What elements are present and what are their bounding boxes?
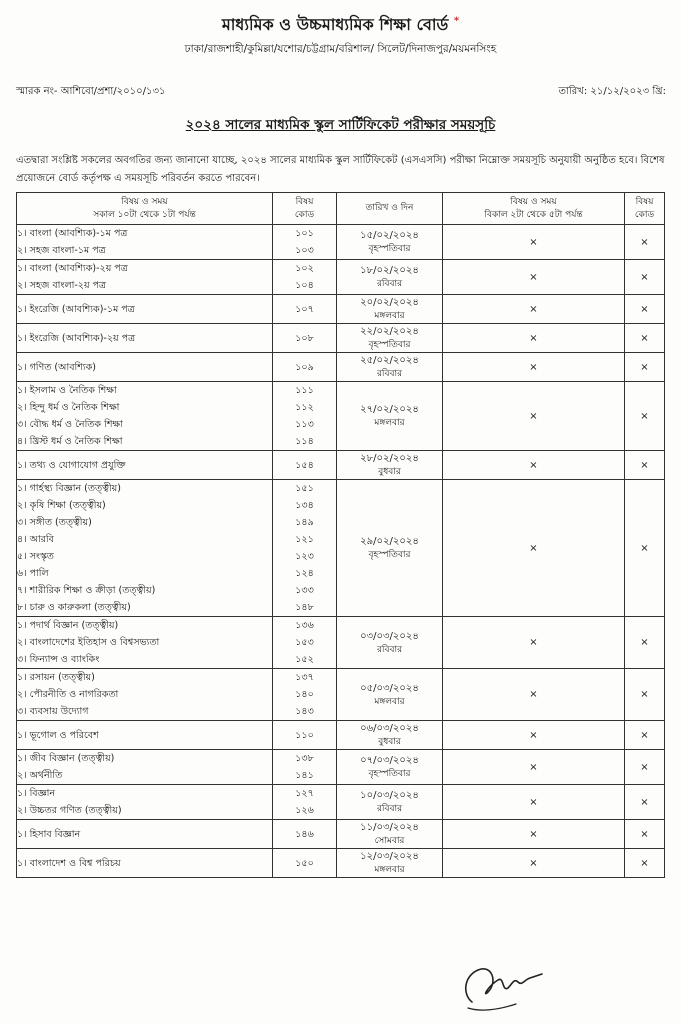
subject-name: ১। গার্হস্থ্য বিজ্ঞান (তত্ত্বীয়) bbox=[17, 483, 121, 494]
page-title: ২০২৪ সালের মাধ্যমিক স্কুল সার্টিফিকেট পরীক্ষার সময়সূচি bbox=[185, 117, 496, 133]
exam-date: ০৫/০৩/২০২৪ bbox=[360, 682, 419, 694]
code-cell bbox=[273, 820, 337, 849]
date-cell bbox=[337, 324, 443, 353]
date-cell bbox=[337, 382, 443, 451]
subject-name: ১। ইসলাম ও নৈতিক শিক্ষা bbox=[17, 385, 117, 396]
subject-cell bbox=[17, 324, 273, 353]
subject-code: ১১০ bbox=[295, 729, 314, 741]
afternoon-subject-cell: × bbox=[443, 820, 625, 849]
table-row bbox=[17, 669, 665, 721]
subject-name: ২। উচ্চতর গণিত (তত্ত্বীয়) bbox=[17, 805, 122, 816]
subject-code: ১১৪ bbox=[295, 436, 314, 447]
subject-name: ৩। বৌদ্ধ ধর্ম ও নৈতিক শিক্ষা bbox=[17, 419, 123, 430]
exam-day: বৃহস্পতিবার bbox=[368, 769, 411, 779]
afternoon-code-cell: × bbox=[625, 849, 665, 878]
table-row bbox=[17, 480, 665, 617]
code-cell bbox=[273, 382, 337, 451]
code-cell bbox=[273, 324, 337, 353]
code-cell bbox=[273, 750, 337, 785]
exam-day: বৃহস্পতিবার bbox=[368, 244, 411, 254]
exam-date: ২০/০২/২০২৪ bbox=[360, 297, 419, 308]
subject-code: ১২৩ bbox=[295, 551, 314, 562]
schedule-body bbox=[17, 225, 665, 878]
date-cell bbox=[337, 225, 443, 260]
subject-code: ১২৬ bbox=[295, 805, 314, 816]
header-afternoon-subject: বিষয় ও সময় বিকাল ২টা থেকে ৫টা পর্যন্ত bbox=[443, 193, 625, 225]
date-cell bbox=[337, 451, 443, 480]
subject-code: ১৩৮ bbox=[295, 753, 314, 764]
board-list: ঢাকা/রাজশাহী/কুমিল্লা/যশোর/চট্টগ্রাম/বরিশাল/ সিলেট/দিনাজপুর/ময়মনসিংহ bbox=[184, 43, 497, 55]
subject-name: ৬। পালি bbox=[17, 568, 49, 579]
subject-cell bbox=[17, 617, 273, 669]
subject-cell bbox=[17, 480, 273, 617]
table-row bbox=[17, 451, 665, 480]
exam-date: ০৩/০৩/২০২৪ bbox=[360, 630, 419, 642]
subject-code: ১৩৩ bbox=[295, 585, 314, 596]
subject-code: ১১১ bbox=[295, 385, 314, 396]
subject-name: ৪। খ্রিস্ট ধর্ম ও নৈতিক শিক্ষা bbox=[17, 436, 123, 447]
subject-name: ২। কৃষি শিক্ষা (তত্ত্বীয়) bbox=[17, 500, 106, 511]
table-row bbox=[17, 295, 665, 324]
subject-name: ১। ইংরেজি (আবশ্যিক)-১ম পত্র bbox=[17, 303, 135, 315]
subject-cell bbox=[17, 382, 273, 451]
table-row bbox=[17, 721, 665, 750]
afternoon-subject-cell: × bbox=[443, 750, 625, 785]
afternoon-code-cell: × bbox=[625, 353, 665, 382]
subject-cell bbox=[17, 225, 273, 260]
subject-code: ১২১ bbox=[295, 534, 314, 545]
table-row bbox=[17, 353, 665, 382]
code-cell bbox=[273, 225, 337, 260]
subject-name: ২। অর্থনীতি bbox=[17, 770, 63, 781]
exam-day: রবিবার bbox=[376, 644, 403, 655]
subject-name: ১। হিসাব বিজ্ঞান bbox=[17, 828, 81, 840]
afternoon-subject-cell: × bbox=[443, 721, 625, 750]
table-row bbox=[17, 849, 665, 878]
memo-date: তারিখ: ২১/১২/২০২৩ খ্রি: bbox=[558, 86, 666, 97]
afternoon-code-cell: × bbox=[625, 260, 665, 295]
subject-cell bbox=[17, 750, 273, 785]
afternoon-code-cell: × bbox=[625, 669, 665, 721]
header-code: বিষয় কোড bbox=[273, 193, 337, 225]
subject-code: ১০৭ bbox=[295, 303, 314, 315]
subject-name: ২। হিন্দু ধর্ম ও নৈতিক শিক্ষা bbox=[17, 402, 120, 413]
afternoon-subject-cell: × bbox=[443, 669, 625, 721]
header-morning-subject: বিষয় ও সময় সকাল ১০টা থেকে ১টা পর্যন্ত bbox=[17, 193, 273, 225]
afternoon-code-cell: × bbox=[625, 295, 665, 324]
afternoon-code-cell: × bbox=[625, 721, 665, 750]
exam-date: ০৬/০৩/২০২৪ bbox=[360, 723, 419, 734]
subject-code: ১৪৩ bbox=[295, 706, 314, 717]
table-row bbox=[17, 617, 665, 669]
subject-name: ৭। শারীরিক শিক্ষা ও ক্রীড়া (তত্ত্বীয়) bbox=[17, 585, 156, 596]
afternoon-subject-cell: × bbox=[443, 617, 625, 669]
afternoon-code-cell: × bbox=[625, 820, 665, 849]
subject-name: ২। বাংলাদেশের ইতিহাস ও বিশ্বসভ্যতা bbox=[17, 637, 160, 648]
subject-name: ২। সহজ বাংলা-১ম পত্র bbox=[17, 245, 106, 256]
subject-name: ১। তথ্য ও যোগাযোগ প্রযুক্তি bbox=[17, 459, 126, 471]
date-cell bbox=[337, 295, 443, 324]
subject-cell bbox=[17, 260, 273, 295]
subject-code: ১২৭ bbox=[295, 788, 314, 799]
code-cell bbox=[273, 849, 337, 878]
subject-code: ১১৩ bbox=[295, 419, 314, 430]
table-header-row bbox=[17, 193, 665, 225]
afternoon-subject-cell: × bbox=[443, 451, 625, 480]
subject-name: ১। গণিত (আবশ্যিক) bbox=[17, 361, 96, 373]
exam-day: রবিবার bbox=[376, 369, 403, 379]
afternoon-code-cell: × bbox=[625, 750, 665, 785]
subject-code: ১৩৭ bbox=[295, 672, 314, 683]
subject-name: ১। বাংলা (আবশ্যিক)-২য় পত্র bbox=[17, 263, 128, 274]
exam-day: বৃহস্পতিবার bbox=[368, 550, 411, 560]
code-cell bbox=[273, 617, 337, 669]
subject-cell bbox=[17, 785, 273, 820]
subject-code: ১১২ bbox=[295, 402, 314, 413]
afternoon-code-cell: × bbox=[625, 617, 665, 669]
header-date: তারিখ ও দিন bbox=[337, 193, 443, 225]
subject-name: ১। বাংলা (আবশ্যিক)-১ম পত্র bbox=[17, 228, 128, 239]
board-mark: * bbox=[453, 15, 460, 27]
subject-name: ১। বাংলাদেশ ও বিশ্ব পরিচয় bbox=[17, 857, 121, 869]
exam-day: মঙ্গলবার bbox=[374, 311, 405, 321]
subject-name: ১। জীব বিজ্ঞান (তত্ত্বীয়) bbox=[17, 753, 115, 764]
subject-name: ৮। চারু ও কারুকলা (তত্ত্বীয়) bbox=[17, 602, 131, 613]
afternoon-subject-cell: × bbox=[443, 849, 625, 878]
subject-cell bbox=[17, 669, 273, 721]
exam-day: রবিবার bbox=[376, 804, 403, 814]
exam-date: ২৮/০২/২০২৪ bbox=[360, 453, 419, 464]
exam-day: মঙ্গলবার bbox=[374, 418, 405, 428]
date-cell bbox=[337, 260, 443, 295]
intro-paragraph: এতদ্বারা সংশ্লিষ্ট সকলের অবগতির জন্য জানানো যাচ্ছে, ২০২৪ সালের মাধ্যমিক স্কুল সার্টিফিকেট (এসএসসি) পরীক্ষা নিম্নোক্ত সময়সূচি অনুযায়ী অনুষ্ঠিত হবে। বিশেষ প্রয়োজনে বোর্ড কর্তৃপক্ষ এ সময়সূচি পরিবর্তন করতে পারবেন। bbox=[16, 155, 665, 184]
code-cell bbox=[273, 260, 337, 295]
table-row bbox=[17, 750, 665, 785]
subject-code: ১০৪ bbox=[295, 280, 314, 291]
subject-name: ৩। সঙ্গীত (তত্ত্বীয়) bbox=[17, 517, 92, 528]
subject-code: ১৪৬ bbox=[295, 828, 314, 840]
board-title bbox=[0, 12, 681, 39]
date-cell bbox=[337, 353, 443, 382]
code-cell bbox=[273, 669, 337, 721]
exam-date: ২৯/০২/২০২৪ bbox=[360, 536, 419, 547]
header-afternoon-code: বিষয় কোড bbox=[625, 193, 665, 225]
afternoon-subject-cell: × bbox=[443, 382, 625, 451]
subject-code: ১৫৩ bbox=[295, 637, 314, 648]
subject-cell bbox=[17, 295, 273, 324]
date-cell bbox=[337, 617, 443, 669]
afternoon-subject-cell: × bbox=[443, 353, 625, 382]
signature bbox=[458, 958, 548, 1014]
exam-date: ১৫/০২/২০২৪ bbox=[360, 230, 419, 241]
code-cell bbox=[273, 295, 337, 324]
exam-date: ২৫/০২/২০২৪ bbox=[360, 355, 419, 366]
afternoon-subject-cell: × bbox=[443, 480, 625, 617]
table-row bbox=[17, 225, 665, 260]
subject-code: ১৫২ bbox=[295, 654, 314, 665]
afternoon-code-cell: × bbox=[625, 451, 665, 480]
date-cell bbox=[337, 785, 443, 820]
code-cell bbox=[273, 451, 337, 480]
afternoon-subject-cell: × bbox=[443, 324, 625, 353]
exam-date: ০৭/০৩/২০২৪ bbox=[360, 755, 419, 766]
exam-day: বুধবার bbox=[378, 467, 401, 477]
subject-name: ১। পদার্থ বিজ্ঞান (তত্ত্বীয়) bbox=[17, 620, 119, 631]
exam-day: মঙ্গলবার bbox=[374, 696, 405, 707]
exam-day: বুধবার bbox=[378, 737, 401, 747]
subject-cell bbox=[17, 820, 273, 849]
afternoon-code-cell: × bbox=[625, 324, 665, 353]
table-row bbox=[17, 324, 665, 353]
exam-date: ১৮/০২/২০২৪ bbox=[360, 265, 419, 276]
afternoon-subject-cell: × bbox=[443, 225, 625, 260]
exam-date: ১১/০৩/২০২৪ bbox=[360, 822, 419, 833]
subject-code: ১৫১ bbox=[295, 483, 314, 494]
afternoon-code-cell: × bbox=[625, 480, 665, 617]
table-row bbox=[17, 785, 665, 820]
code-cell bbox=[273, 785, 337, 820]
date-cell bbox=[337, 750, 443, 785]
subject-name: ৫। সংস্কৃত bbox=[17, 551, 54, 562]
exam-date: ২২/০২/২০২৪ bbox=[360, 326, 419, 337]
subject-name: ১। রসায়ন (তত্ত্বীয়) bbox=[17, 672, 95, 683]
subject-code: ১০৮ bbox=[295, 332, 314, 344]
subject-name: ৩। ব্যবসায় উদ্যোগ bbox=[17, 706, 89, 717]
exam-date: ১২/০৩/২০২৪ bbox=[360, 851, 419, 862]
date-cell bbox=[337, 820, 443, 849]
subject-cell bbox=[17, 451, 273, 480]
subject-code: ১৪৮ bbox=[295, 602, 314, 613]
subject-name: ১। ভূগোল ও পরিবেশ bbox=[17, 729, 99, 741]
subject-name: ১। বিজ্ঞান bbox=[17, 788, 56, 799]
exam-date: ২৭/০২/২০২৪ bbox=[360, 404, 419, 415]
exam-day: সোমবার bbox=[374, 836, 405, 846]
afternoon-subject-cell: × bbox=[443, 260, 625, 295]
subject-name: ৩। ফিন্যান্স ও ব্যাংকিং bbox=[17, 654, 100, 665]
subject-code: ১৫৪ bbox=[295, 459, 314, 471]
subject-code: ১০১ bbox=[295, 228, 314, 239]
exam-day: বৃহস্পতিবার bbox=[368, 340, 411, 350]
subject-name: ৪। আরবি bbox=[17, 534, 54, 545]
subject-code: ১২৪ bbox=[295, 568, 314, 579]
date-cell bbox=[337, 669, 443, 721]
exam-date: ১০/০৩/২০২৪ bbox=[360, 790, 419, 801]
subject-name: ১। ইংরেজি (আবশ্যিক)-২য় পত্র bbox=[17, 332, 136, 344]
subject-code: ১৩৬ bbox=[295, 620, 314, 631]
date-cell bbox=[337, 721, 443, 750]
afternoon-code-cell: × bbox=[625, 382, 665, 451]
code-cell bbox=[273, 721, 337, 750]
board-name: মাধ্যমিক ও উচ্চমাধ্যমিক শিক্ষা বোর্ড bbox=[221, 15, 449, 34]
subject-code: ১০৩ bbox=[295, 245, 314, 256]
subject-name: ২। পৌরনীতি ও নাগরিকতা bbox=[17, 689, 119, 700]
subject-code: ১৩৪ bbox=[295, 500, 314, 511]
subject-code: ১৪০ bbox=[295, 689, 314, 700]
afternoon-subject-cell: × bbox=[443, 785, 625, 820]
afternoon-code-cell: × bbox=[625, 785, 665, 820]
code-cell bbox=[273, 480, 337, 617]
schedule-table bbox=[16, 192, 665, 878]
date-cell bbox=[337, 480, 443, 617]
subject-code: ১০৯ bbox=[295, 361, 314, 373]
code-cell bbox=[273, 353, 337, 382]
subject-code: ১৪১ bbox=[295, 770, 314, 781]
subject-code: ১৫০ bbox=[295, 857, 314, 869]
subject-cell bbox=[17, 849, 273, 878]
subject-code: ১৪৯ bbox=[295, 517, 314, 528]
memo-number: স্মারক নং- আশিবো/প্রশা/২০১০/১৩১ bbox=[16, 86, 166, 97]
table-row bbox=[17, 820, 665, 849]
exam-day: মঙ্গলবার bbox=[374, 865, 405, 875]
afternoon-subject-cell: × bbox=[443, 295, 625, 324]
subject-code: ১০২ bbox=[295, 263, 314, 274]
date-cell bbox=[337, 849, 443, 878]
table-row bbox=[17, 260, 665, 295]
subject-cell bbox=[17, 721, 273, 750]
table-row bbox=[17, 382, 665, 451]
subject-cell bbox=[17, 353, 273, 382]
afternoon-code-cell: × bbox=[625, 225, 665, 260]
exam-day: রবিবার bbox=[376, 279, 403, 289]
subject-name: ২। সহজ বাংলা-২য় পত্র bbox=[17, 280, 106, 291]
